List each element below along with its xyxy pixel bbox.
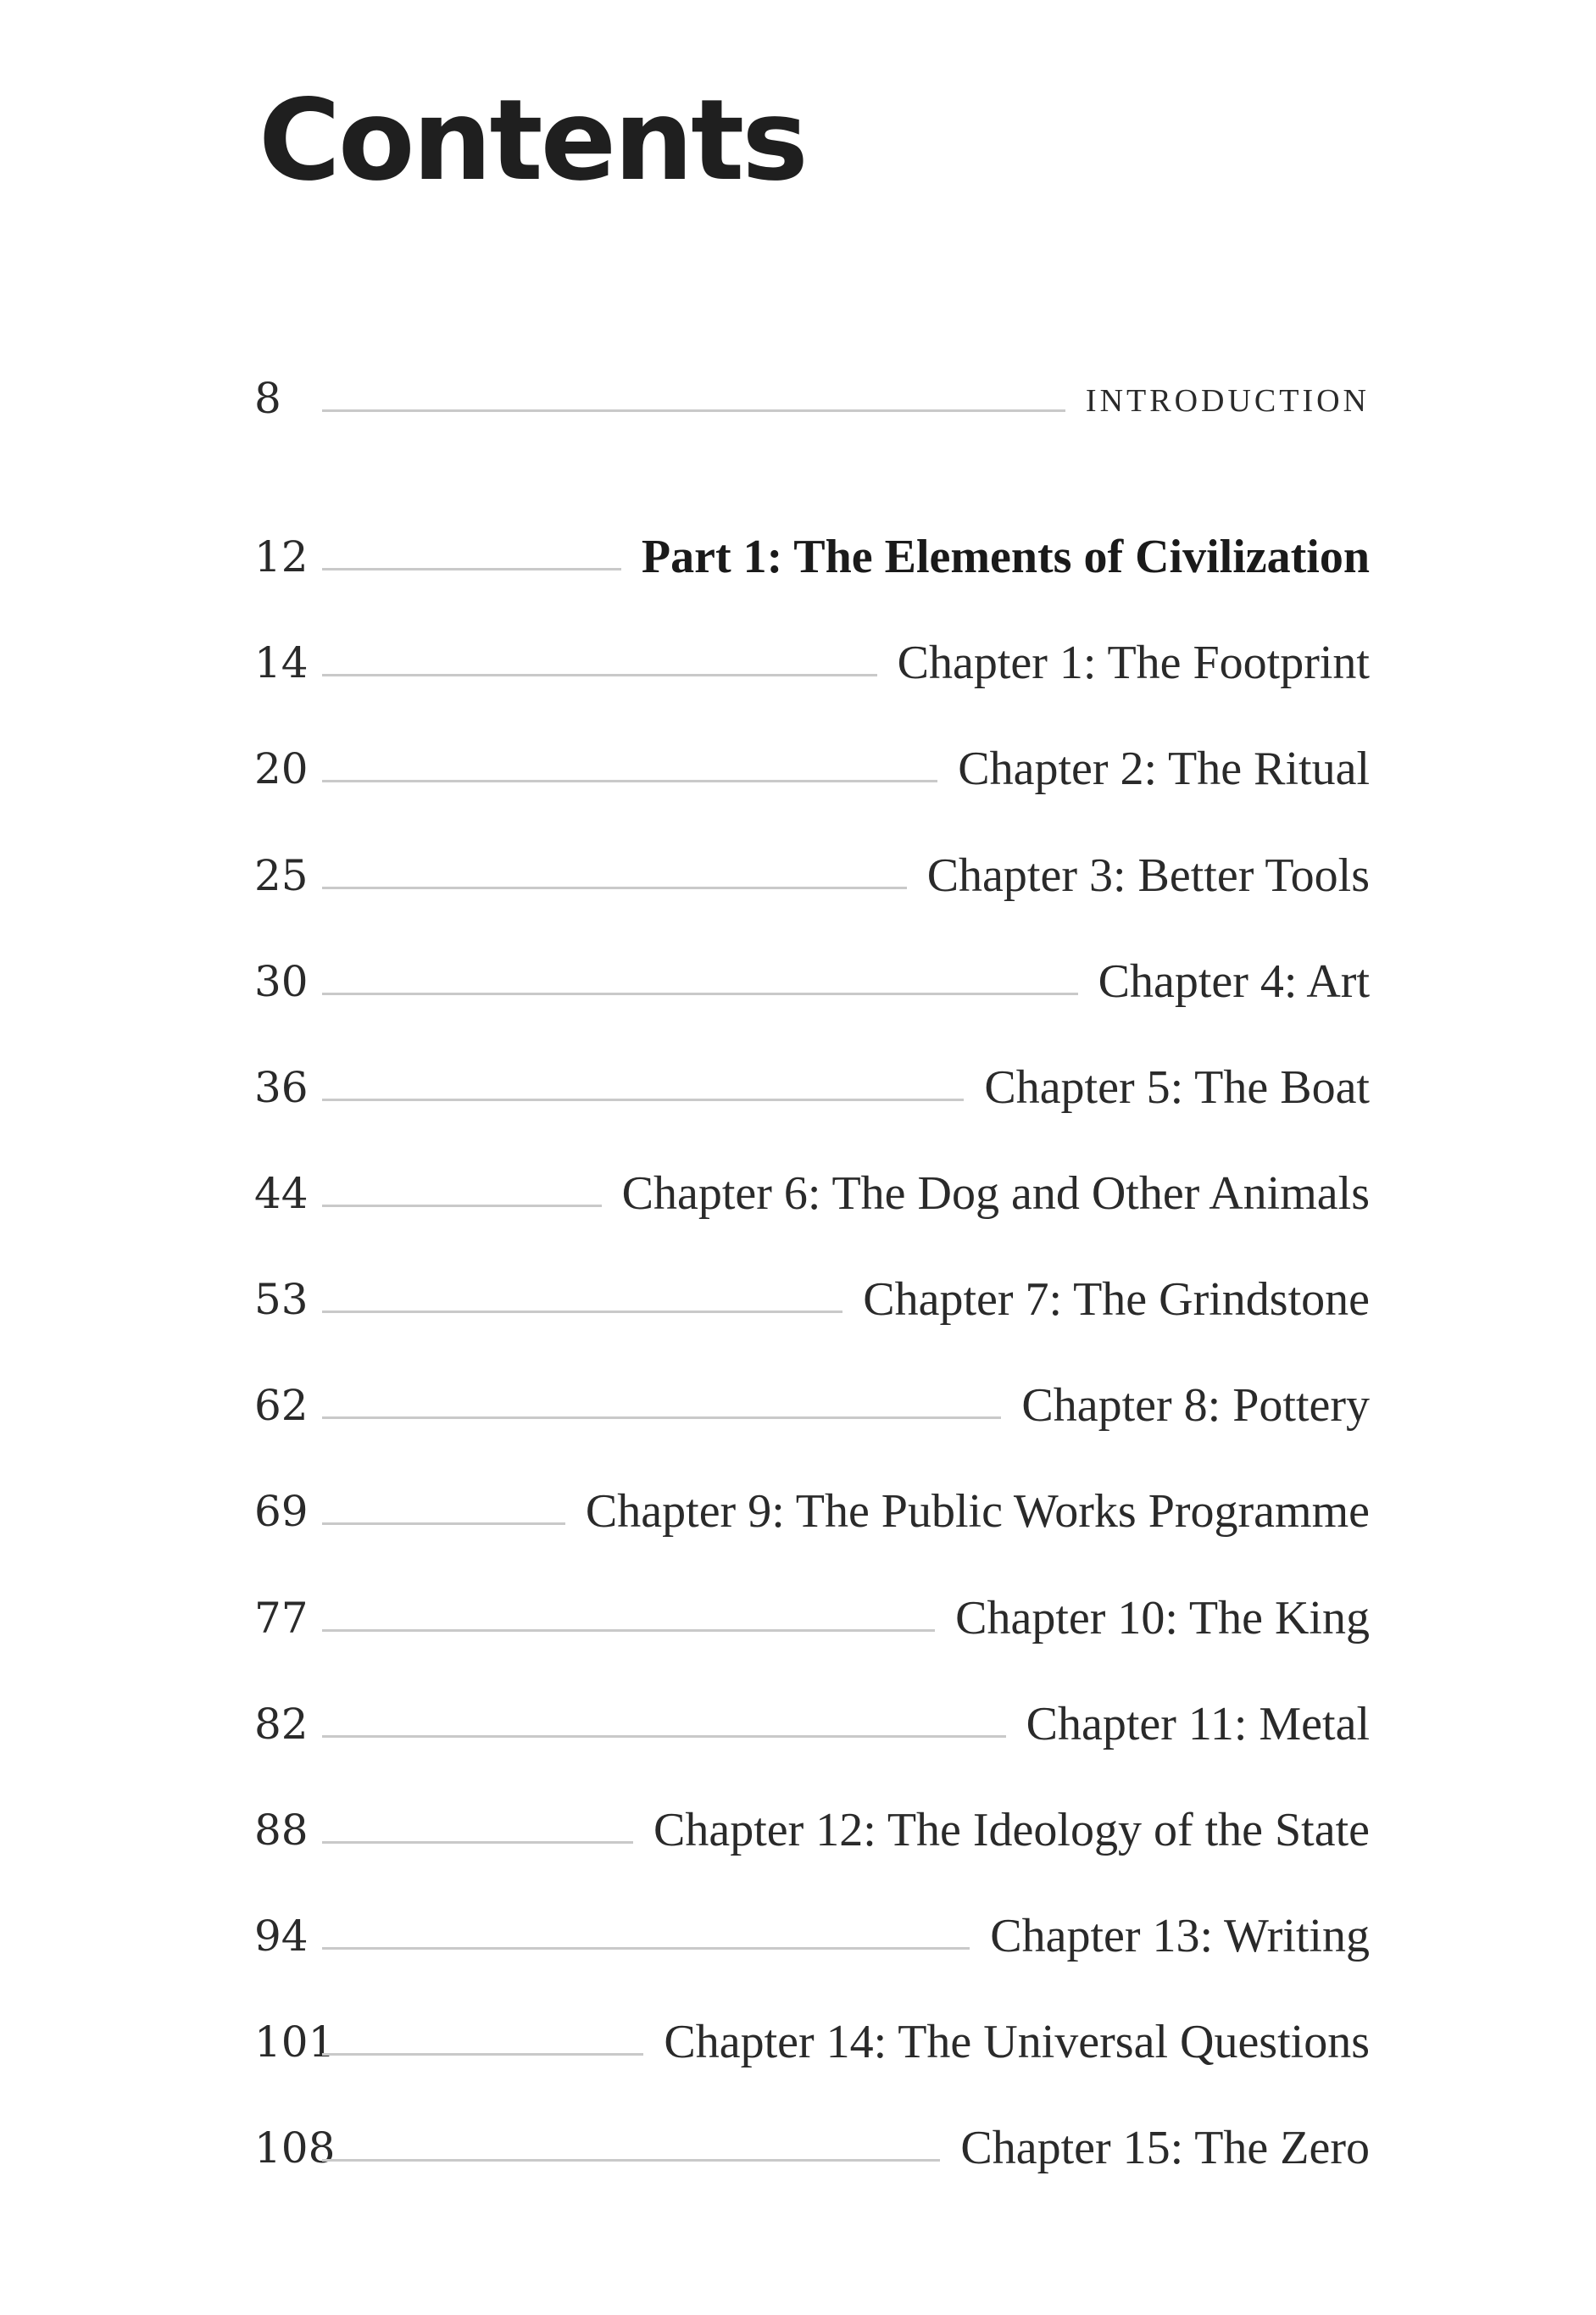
leader-line xyxy=(322,993,1078,995)
leader-line xyxy=(322,1311,842,1313)
entry-title: Chapter 15: The Zero xyxy=(960,2122,1370,2174)
leader-line xyxy=(322,1416,1001,1419)
page-number: 88 xyxy=(254,1806,309,1855)
entry-title: Part 1: The Elements of Civilization xyxy=(641,531,1370,583)
page-number: 44 xyxy=(254,1169,309,1218)
entry-title: Chapter 14: The Universal Questions xyxy=(664,2016,1370,2068)
page-number: 94 xyxy=(254,1912,309,1961)
leader-line xyxy=(322,1205,602,1207)
leader-line xyxy=(322,1735,1006,1738)
toc-entry-chapter-13[interactable] xyxy=(254,1898,1370,1974)
entry-title: Chapter 6: The Dog and Other Animals xyxy=(621,1167,1370,1220)
page-number: 69 xyxy=(254,1487,309,1536)
page-number: 20 xyxy=(254,744,309,793)
toc-entry-chapter-7[interactable] xyxy=(254,1261,1370,1338)
entry-title: Chapter 12: The Ideology of the State xyxy=(653,1804,1370,1856)
leader-line xyxy=(322,887,907,889)
page-number: 101 xyxy=(254,2017,336,2067)
page-number: 53 xyxy=(254,1275,309,1324)
page-number: 8 xyxy=(254,374,281,423)
toc-entry-chapter-10[interactable] xyxy=(254,1580,1370,1656)
toc-entry-introduction[interactable] xyxy=(254,360,1370,437)
entry-title: Chapter 7: The Grindstone xyxy=(863,1273,1370,1326)
toc-entry-chapter-5[interactable] xyxy=(254,1049,1370,1126)
leader-line xyxy=(322,1629,935,1632)
toc-entry-chapter-6[interactable] xyxy=(254,1155,1370,1232)
page-number: 25 xyxy=(254,851,309,900)
entry-title: INTRODUCTION xyxy=(1085,383,1370,419)
toc-entry-chapter-15[interactable] xyxy=(254,2110,1370,2186)
leader-line xyxy=(322,2053,643,2056)
toc-entry-chapter-2[interactable] xyxy=(254,731,1370,807)
toc-entry-chapter-1[interactable] xyxy=(254,625,1370,701)
leader-line xyxy=(322,674,877,676)
toc-entry-chapter-4[interactable] xyxy=(254,943,1370,1020)
page-number: 62 xyxy=(254,1381,309,1430)
entry-title: Chapter 9: The Public Works Programme xyxy=(585,1485,1370,1538)
toc-entry-chapter-3[interactable] xyxy=(254,838,1370,914)
page-number: 14 xyxy=(254,638,309,687)
entry-title: Chapter 1: The Footprint xyxy=(897,637,1370,689)
leader-line xyxy=(322,1947,970,1950)
page-number: 30 xyxy=(254,957,309,1006)
toc-entry-chapter-8[interactable] xyxy=(254,1367,1370,1444)
toc-entry-chapter-11[interactable] xyxy=(254,1686,1370,1762)
leader-line xyxy=(322,568,621,570)
leader-line xyxy=(322,780,937,782)
page-number: 36 xyxy=(254,1063,309,1112)
entry-title: Chapter 10: The King xyxy=(955,1592,1370,1644)
page-title: Contents xyxy=(259,75,806,206)
entry-title: Chapter 5: The Boat xyxy=(984,1061,1370,1114)
leader-line xyxy=(322,1841,633,1844)
toc-entry-part-1[interactable] xyxy=(254,519,1370,595)
entry-title: Chapter 8: Pottery xyxy=(1021,1379,1370,1432)
page-number: 108 xyxy=(254,2123,336,2173)
leader-line xyxy=(322,2159,940,2162)
page-number: 12 xyxy=(254,532,309,582)
entry-title: Chapter 13: Writing xyxy=(990,1910,1370,1962)
leader-line xyxy=(322,1522,565,1525)
toc-entry-chapter-12[interactable] xyxy=(254,1792,1370,1868)
leader-line xyxy=(322,409,1065,412)
entry-title: Chapter 2: The Ritual xyxy=(958,743,1370,795)
page-number: 82 xyxy=(254,1700,309,1749)
entry-title: Chapter 11: Metal xyxy=(1026,1698,1370,1750)
toc-entry-chapter-14[interactable] xyxy=(254,2004,1370,2080)
toc-entry-chapter-9[interactable] xyxy=(254,1473,1370,1550)
entry-title: Chapter 4: Art xyxy=(1098,955,1370,1008)
leader-line xyxy=(322,1099,964,1101)
entry-title: Chapter 3: Better Tools xyxy=(926,849,1370,902)
page-number: 77 xyxy=(254,1594,309,1643)
